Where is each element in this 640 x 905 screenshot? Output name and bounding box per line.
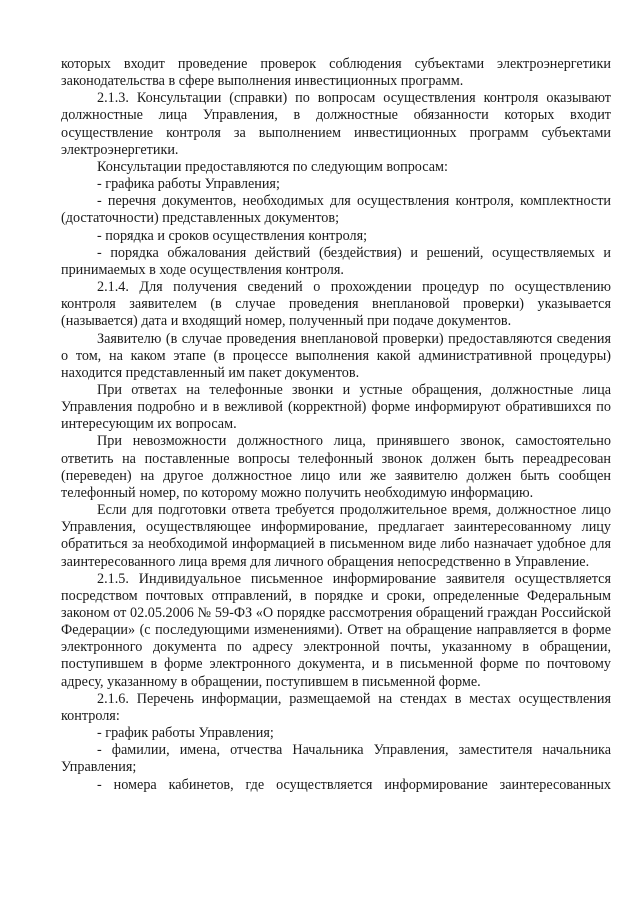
paragraph-consultation-topics: Консультации предоставляются по следующим вопросам: — [97, 158, 448, 175]
paragraph-call-redirect: При невозможности должностного лица, принявшего звонок, самостоятельно ответить на поставленные вопросы телефонный звонок должен быть переадресован (переведен) на другое должностное лицо или же заявителю должен быть сообщен телефонный номер, по которому можно получить необходимую информацию. — [61, 433, 611, 501]
list-item-work-schedule: - графика работы Управления; — [97, 176, 280, 193]
paragraph-2-1-5-written-info: 2.1.5. Индивидуальное письменное информирование заявителя осуществляется посредством почтовых отправлений, в порядке и сроки, определенные Федеральным законом от 02.05.2006 № 59-ФЗ «О порядке рассмотрения обращений граждан Российской Федерации» (с последующими изменениями). Ответ на обращение направляется в форме электронного документа по адресу электронной почты, указанному в обращении, поступившем в форме электронного документа, и в письменной форме по почтовому адресу, указанному в обращении, поступившем в письменной форме. — [61, 570, 611, 690]
paragraph-long-preparation: Если для подготовки ответа требуется продолжительное время, должностное лицо Управления, осуществляющее информирование, предлагает заинтересованному лицу обратиться за необходимой информацией в письменном виде либо назначает удобное для заинтересованного лица время для личного обращения непосредственно в Управление. — [61, 502, 611, 570]
list-item-control-terms: - порядка и сроков осуществления контроля; — [97, 227, 368, 244]
paragraph-2-1-3-consultations: 2.1.3. Консультации (справки) по вопросам осуществления контроля оказывают должностные лица Управления, в должностные обязанности которых входит осуществление контроля за выполнением инвестиционных программ субъектами электроэнергетики. — [61, 90, 611, 158]
paragraph-applicant-stage-info: Заявителю (в случае проведения внеплановой проверки) предоставляются сведения о том, на каком этапе (в процессе выполнения какой административной процедуры) находится представленный им пакет документов. — [61, 330, 611, 381]
list-item-stand-rooms: - номера кабинетов, где осуществляется информирование заинтересованных — [97, 776, 611, 793]
paragraph-2-1-4-status-info: 2.1.4. Для получения сведений о прохождении процедур по осуществлению контроля заявителем (в случае проведения внеплановой проверки) указывается (называется) дата и входящий номер, полученный при подаче документов. — [61, 279, 611, 330]
paragraph-phone-answers: При ответах на телефонные звонки и устные обращения, должностные лица Управления подробно и в вежливой (корректной) форме информируют обратившихся по интересующим их вопросам. — [61, 381, 611, 433]
list-item-appeal-procedure: - порядка обжалования действий (бездействия) и решений, осуществляемых и принимаемых в ходе осуществления контроля. — [61, 244, 611, 278]
paragraph-2-1-6-stand-info: 2.1.6. Перечень информации, размещаемой на стендах в местах осуществления контроля: — [61, 690, 611, 724]
list-item-stand-names: - фамилии, имена, отчества Начальника Управления, заместителя начальника Управления; — [61, 742, 611, 776]
list-item-document-list: - перечня документов, необходимых для осуществления контроля, комплектности (достаточности) представленных документов; — [61, 193, 611, 227]
document-page — [61, 56, 611, 794]
list-item-stand-schedule: - график работы Управления; — [97, 725, 274, 742]
paragraph-intro-continuation: которых входит проведение проверок соблюдения субъектами электроэнергетики законодательства в сфере выполнения инвестиционных программ. — [61, 56, 611, 90]
